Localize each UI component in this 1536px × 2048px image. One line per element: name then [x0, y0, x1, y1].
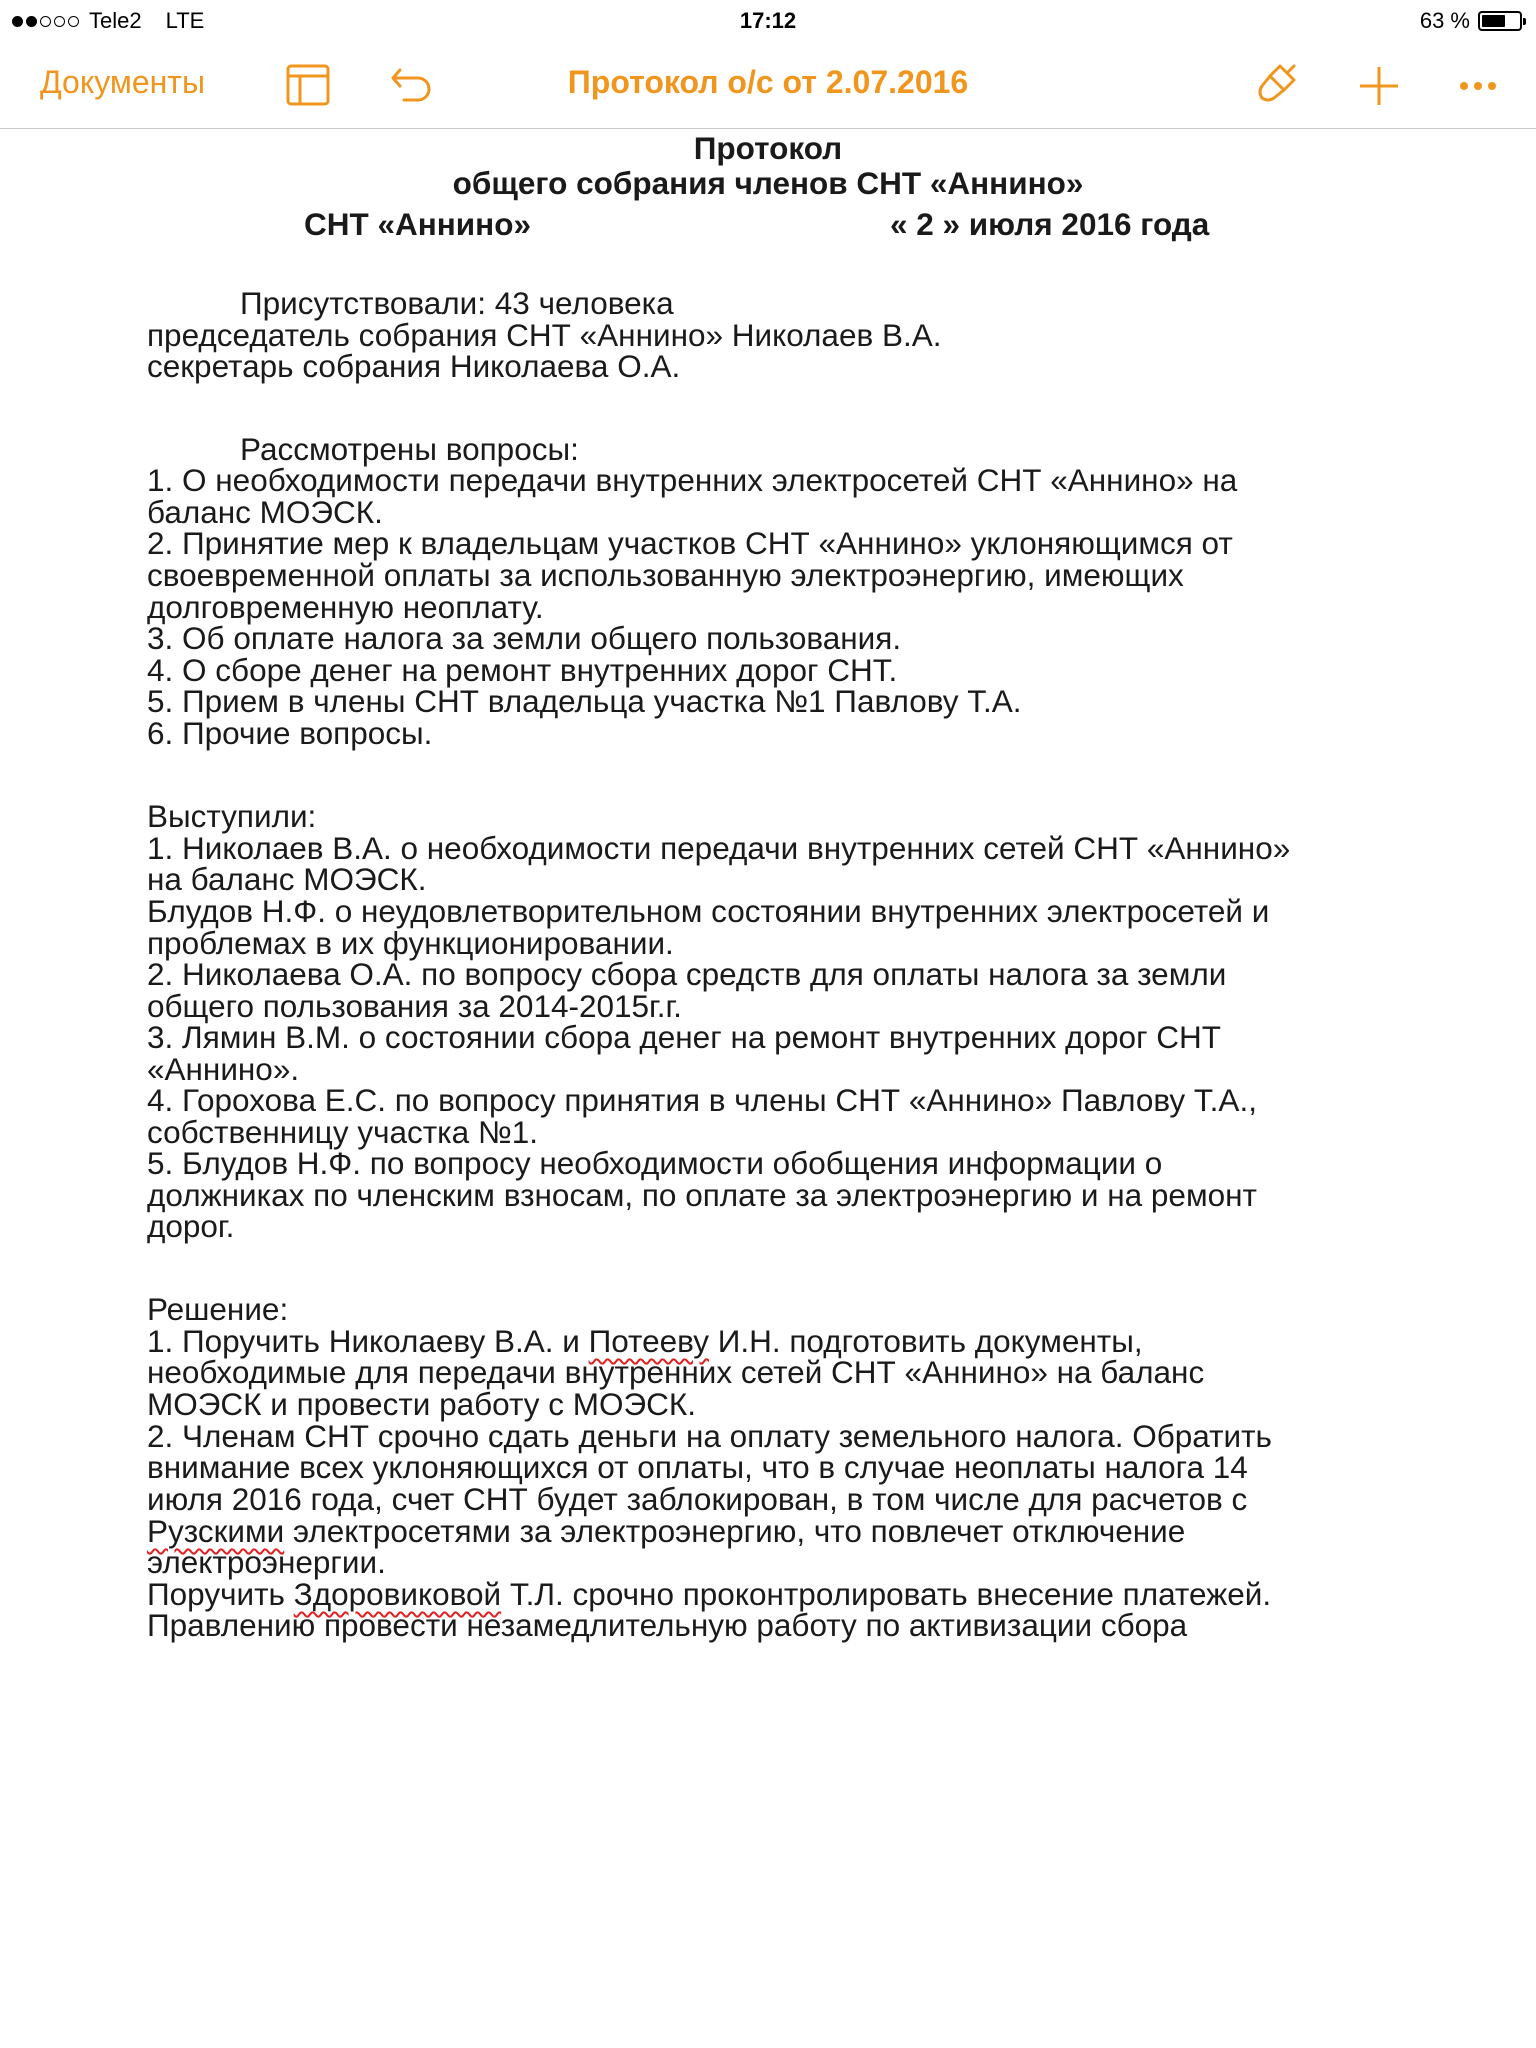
document-line: на баланс МОЭСК. [147, 861, 427, 897]
protocol-date: « 2 » июля 2016 года [890, 206, 1210, 242]
protocol-place: СНТ «Аннино» [304, 206, 531, 242]
misspelled-word[interactable]: Потееву [588, 1323, 709, 1359]
line-text: электросетями за электроэнергию, что повлечет отключение [284, 1513, 1186, 1549]
network-type: LTE [165, 8, 205, 33]
misspelled-word[interactable]: Здоровиковой [293, 1576, 502, 1612]
line-text: внимание всех уклоняющихся от оплаты, что в случае неоплаты налога 14 [147, 1449, 1248, 1485]
status-bar [0, 0, 1536, 40]
carrier-name: Tele2 [89, 8, 142, 33]
document-line: 5. Прием в члены СНТ владельца участка №1 Павлову Т.А. [147, 683, 1022, 719]
document-view-icon[interactable] [286, 64, 330, 106]
document-line: «Аннино». [147, 1051, 300, 1087]
battery-percent: 63 % [1419, 8, 1470, 33]
document-line: собственницу участка №1. [147, 1114, 538, 1150]
line-text: необходимые для передачи внутренних сетей СНТ «Аннино» на баланс [147, 1354, 1205, 1390]
more-icon[interactable] [1458, 80, 1498, 92]
line-text: июля 2016 года, счет СНТ будет заблокирован, в том числе для расчетов с [147, 1481, 1248, 1517]
line-text: Т.Л. срочно проконтролировать внесение платежей. [501, 1576, 1272, 1612]
document-line: председатель собрания СНТ «Аннино» Николаев В.А. [147, 317, 942, 353]
document-title: Протокол о/с от 2.07.2016 [567, 64, 969, 100]
decision-line [147, 1605, 1187, 1647]
status-time: 17:12 [739, 8, 797, 33]
document-line: 4. О сборе денег на ремонт внутренних дорог СНТ. [147, 652, 898, 688]
document-line: 6. Прочие вопросы. [147, 715, 433, 751]
undo-icon[interactable] [390, 66, 434, 102]
battery-icon [1478, 11, 1522, 31]
misspelled-word[interactable]: Рузскими [147, 1513, 285, 1549]
document-line: Присутствовали: 43 человека [240, 285, 674, 321]
status-right [1420, 8, 1522, 34]
line-text: Поручить [147, 1576, 294, 1612]
document-line: 1. Николаев В.А. о необходимости передачи внутренних сетей СНТ «Аннино» [147, 830, 1291, 866]
line-text: 1. Поручить Николаеву В.А. и [147, 1323, 589, 1359]
document-line: Блудов Н.Ф. о неудовлетворительном состоянии внутренних электросетей и [147, 893, 1270, 929]
document-line: Рассмотрены вопросы: [240, 431, 579, 467]
documents-button[interactable]: Документы [40, 64, 205, 100]
add-icon[interactable] [1358, 65, 1400, 107]
line-text: МОЭСК и провести работу с МОЭСК. [147, 1386, 697, 1422]
document-line: 1. О необходимости передачи внутренних электросетей СНТ «Аннино» на [147, 462, 1238, 498]
document-line: общего пользования за 2014-2015г.г. [147, 988, 682, 1024]
document-toolbar [0, 40, 1536, 129]
paintbrush-icon[interactable] [1254, 60, 1300, 106]
document-line: 2. Принятие мер к владельцам участков СНТ «Аннино» уклоняющимся от [147, 525, 1233, 561]
document-line: 3. Лямин В.М. о состоянии сбора денег на ремонт внутренних дорог СНТ [147, 1019, 1222, 1055]
line-text: 2. Членам СНТ срочно сдать деньги на оплату земельного налога. Обратить [147, 1418, 1272, 1454]
document-line: своевременной оплаты за использованную электроэнергию, имеющих [147, 557, 1184, 593]
document-line: 4. Горохова Е.С. по вопросу принятия в члены СНТ «Аннино» Павлову Т.А., [147, 1082, 1257, 1118]
line-text: электроэнергии. [147, 1544, 386, 1580]
document-line: 5. Блудов Н.Ф. по вопросу необходимости обобщения информации о [147, 1145, 1163, 1181]
document-line: Выступили: [147, 798, 317, 834]
document-line: долговременную неоплату. [147, 589, 544, 625]
line-text: И.Н. подготовить документы, [708, 1323, 1143, 1359]
document-line: должниках по членским взносам, по оплате за электроэнергию и на ремонт [147, 1177, 1257, 1213]
document-line: баланс МОЭСК. [147, 494, 383, 530]
document-line: проблемах в их функционировании. [147, 925, 674, 961]
document-line: секретарь собрания Николаева О.А. [147, 348, 681, 384]
document-line: 3. Об оплате налога за земли общего пользования. [147, 620, 902, 656]
line-text: Правлению провести незамедлительную работу по активизации сбора [147, 1607, 1188, 1643]
document-line: 2. Николаева О.А. по вопросу сбора средств для оплаты налога за земли [147, 956, 1227, 992]
document-line: Решение: [147, 1291, 289, 1327]
protocol-title: Протокол [693, 130, 843, 166]
document-line: дорог. [147, 1208, 235, 1244]
protocol-subtitle: общего собрания членов СНТ «Аннино» [452, 165, 1084, 201]
